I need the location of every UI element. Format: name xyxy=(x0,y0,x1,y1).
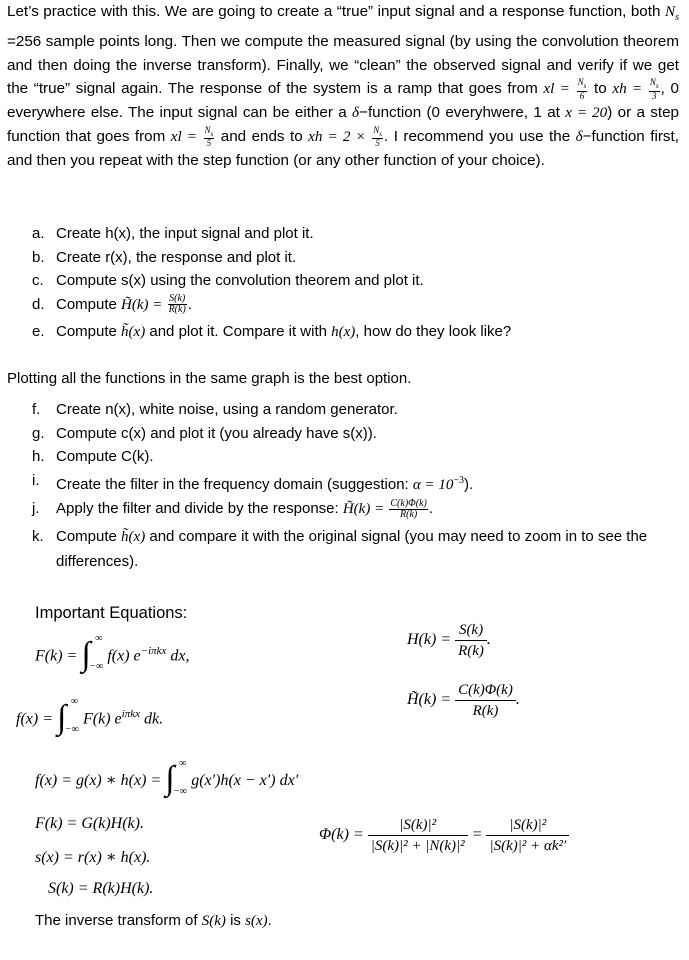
ns-symbol: $N_s$ xyxy=(664,3,679,24)
phi-eq: Φ(k) = $\frac{\text{|S(k)|²}}{\text{|S(k)|² + |N(k)|²}}$ = $\frac{\text{|S(k)|²}}{\text{|S(k)|² + αk²′}}$ xyxy=(319,815,569,856)
ns-over-5: $\frac{N_s}{5}$ xyxy=(204,124,214,149)
delta-symbol: δ xyxy=(352,104,360,122)
ns-over-6: $\frac{N_s}{6}$ xyxy=(577,77,587,101)
list-item: g. Compute c(x) and plot it (you already have s(x)). xyxy=(32,424,377,442)
inverse-fourier-eq: f(x) = ∫ ∞ −∞ F(k) $e^{i\pi kx}$ dk. xyxy=(16,696,164,736)
xl-symbol: xl = xyxy=(543,80,570,98)
intro-text-2: =256 sample points long. Then we compute the measured signal (by using the convolution theorem and then doing the inverse transform). Finally, we “clean” the observed signal and verify if we get the “true” signal again. The response of the system is a ramp that goes from xyxy=(7,32,679,98)
plot-note: Plotting all the functions in the same graph is the best option. xyxy=(7,370,412,387)
delta-symbol-2: δ xyxy=(575,128,583,146)
intro-text-8: . I recommend you use the xyxy=(384,128,571,146)
x-eq-20: x = 20 xyxy=(565,104,608,122)
ns-over-3: $\frac{N_s}{3}$ xyxy=(649,77,659,101)
h-tilde-eq: H̃(k) = $\frac{C(k)\Phi(k)}{R(k)}$ . xyxy=(407,682,520,719)
intro-text-5: −function (0 everyhwere, 1 at xyxy=(359,104,560,122)
fourier-transform-eq: F(k) = ∫ ∞ −∞ f(x) $e^{-i\pi kx}$ dx, xyxy=(35,633,190,673)
task-list-2 xyxy=(32,398,677,573)
list-item: k. Compute h̃(x) and compare it with the original signal (you may need to zoom in to see the differences). xyxy=(32,528,648,570)
list-item: i. Create the filter in the frequency domain (suggestion: $\alpha = 10^{-3}$). xyxy=(32,471,474,493)
xl-symbol-2: xl = xyxy=(170,128,198,146)
list-item: b. Create r(x), the response and plot it. xyxy=(32,248,297,266)
xh-symbol-2: xh = 2 × xyxy=(308,128,366,146)
important-equations-title: Important Equations: xyxy=(35,604,188,622)
task-list-1 xyxy=(32,222,672,344)
h-k-eq: H(k) = $\frac{S(k)}{R(k)}$ . xyxy=(407,622,491,659)
list-item: h. Compute C(k). xyxy=(32,448,154,465)
intro-text-7: and ends to xyxy=(220,128,303,146)
ns-over-5-b: $\frac{N_s}{5}$ xyxy=(373,124,383,149)
list-item: f. Create n(x), white noise, using a random generator. xyxy=(32,401,398,418)
intro-text-1: Let’s practice with this. We are going to create a “true” input signal and a response function, both xyxy=(7,3,661,20)
intro-paragraph xyxy=(7,0,679,173)
convolution-eq: f(x) = g(x) ∗ h(x) = ∫ ∞ −∞ g(x′)h(x − x′) dx′ xyxy=(35,758,299,798)
list-item: e. Compute h̃(x) and plot it. Compare it with h(x), how do they look like? xyxy=(32,322,512,340)
intro-text-3: to xyxy=(593,80,607,98)
product-eq-3: S(k) = R(k)H(k). xyxy=(48,880,154,897)
product-eq-1: F(k) = G(k)H(k). xyxy=(35,815,144,832)
xh-symbol: xh = xyxy=(612,80,643,98)
product-eq-2: s(x) = r(x) ∗ h(x). xyxy=(35,849,151,866)
list-item: d. Compute H̃(k) = $\frac{S(k)}{R(k)}$ . xyxy=(32,293,192,316)
intro-text-4: , 0 everywhere else. The input signal can be either a xyxy=(7,80,679,122)
list-item: j. Apply the filter and divide by the response: H̃(k) = $\frac{C(k)\Phi(k)}{R(k)}$ . xyxy=(32,497,434,520)
intro-text-6: ) or a step function that goes from xyxy=(7,104,679,146)
intro-text-9: −function first, and then you repeat with the step function (or any other function of your choice). xyxy=(7,128,679,169)
footer-note: The inverse transform of S(k) is s(x). xyxy=(35,912,272,929)
list-item: a. Create h(x), the input signal and plot it. xyxy=(32,225,314,242)
list-item: c. Compute s(x) using the convolution theorem and plot it. xyxy=(32,272,424,289)
